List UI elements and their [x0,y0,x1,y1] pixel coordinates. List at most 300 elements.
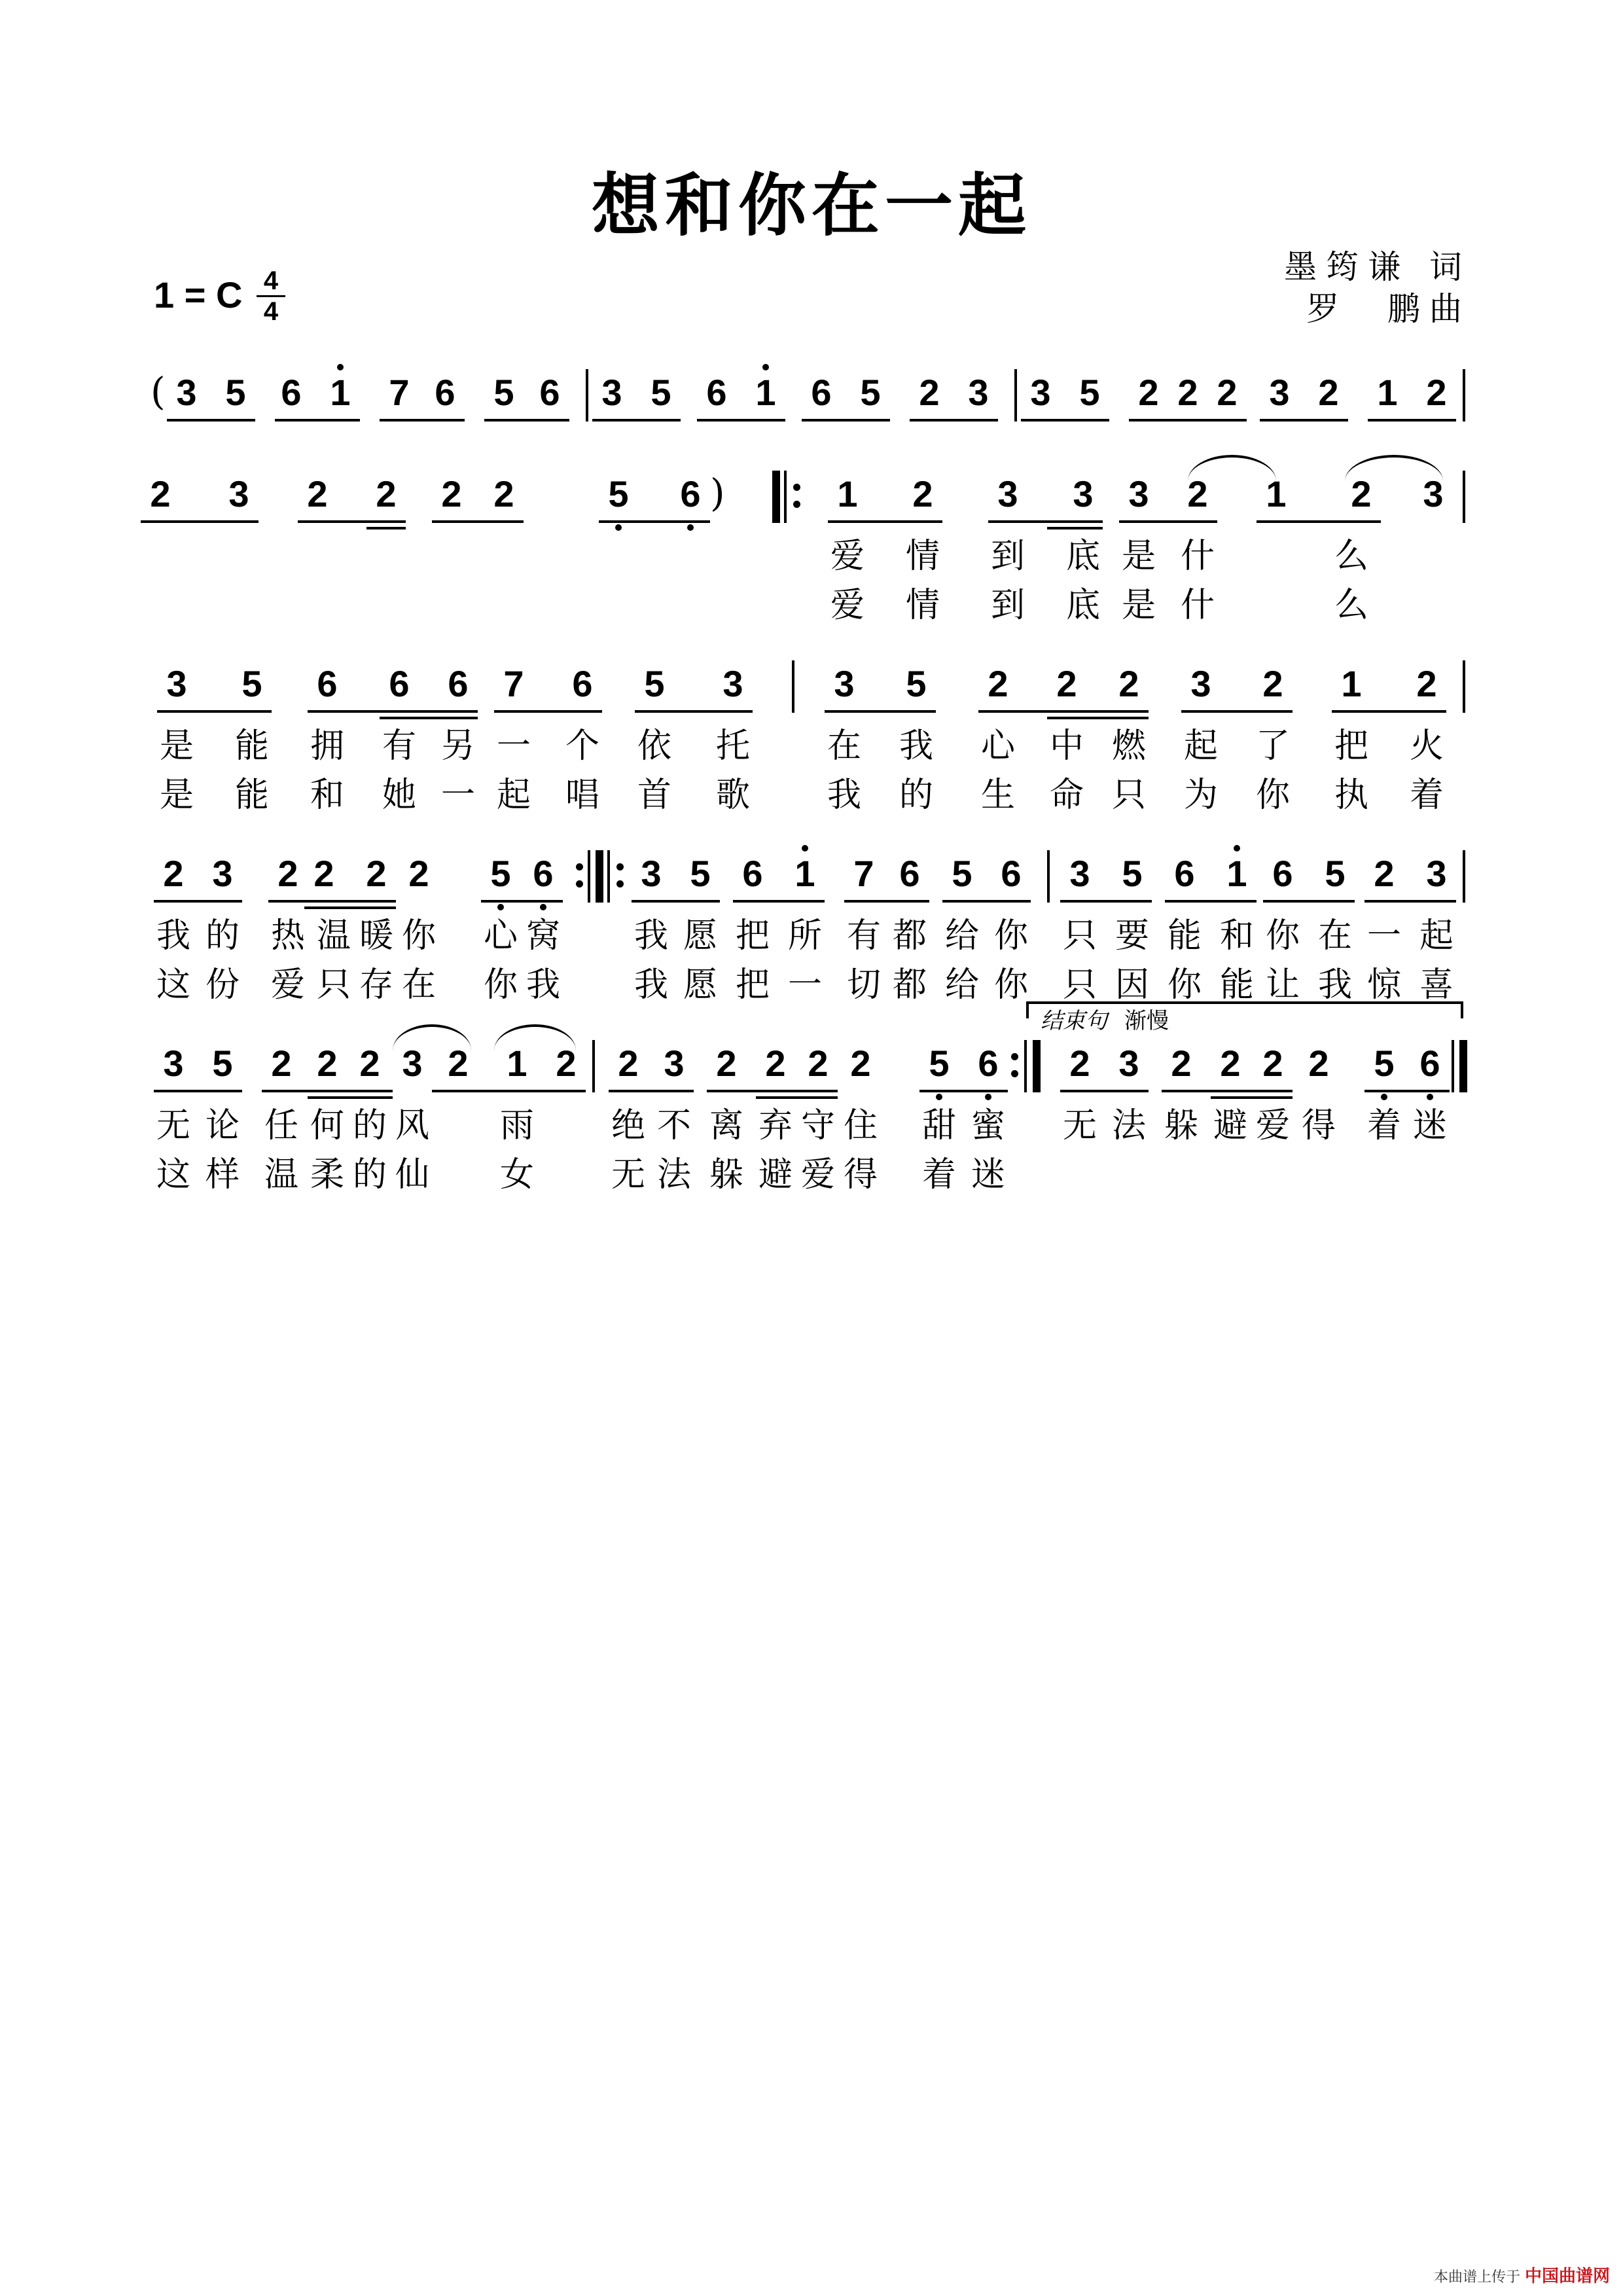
note: 5 [212,1043,233,1084]
beam-underline [733,900,825,903]
lyric-verse2: 爱 [270,965,305,1005]
note: 2 [765,1043,786,1084]
note: 7 [389,372,410,413]
note: 6 [1174,853,1195,894]
note: 2 [163,853,184,894]
beam-underline [380,717,478,719]
note: 2 [1177,372,1198,413]
note: 3 [1128,473,1149,514]
lyric-verse1: 绝 [611,1106,645,1145]
note: 7 [853,853,874,894]
repeat-dot [576,863,583,870]
note: 5 [601,475,636,514]
repeat-dot [793,501,800,508]
lyric-verse1: 你 [993,916,1028,956]
beam-underline [497,1090,586,1092]
lyric-verse2: 底 [1065,586,1100,625]
note: 2 [277,853,298,894]
barline [1463,369,1465,422]
lyric-verse1: 中 [1049,726,1084,766]
footer-prefix: 本曲谱上传于 [1433,2269,1520,2286]
repeat-dot [616,880,624,888]
note: 5 [483,854,518,893]
lyric-verse2: 生 [980,776,1015,815]
note: 3 [1069,853,1090,894]
note: 6 [1001,853,1022,894]
beam-underline [1119,520,1217,523]
note: 2 [808,1043,829,1084]
lyric-verse1: 燃 [1111,726,1146,766]
beam-underline [167,419,255,422]
lyric-verse1: 雨 [499,1106,534,1145]
note: 2 [1217,372,1238,413]
footer-credit [1434,2263,1610,2287]
beam-underline [756,1096,838,1099]
lyric-verse2: 我 [1317,965,1352,1005]
note: 3 [1030,372,1051,413]
note: 2 [716,1043,737,1084]
high-octave-dot [802,845,808,852]
lyric-verse1: 拥 [310,726,344,766]
note: 6 [971,1044,1006,1083]
lyric-verse1: 到 [990,537,1025,576]
lyric-verse2: 这 [156,965,190,1005]
lyric-verse2: 我 [526,965,560,1005]
lyric-verse2: 喜 [1419,965,1454,1005]
note: 2 [1351,473,1372,514]
lyric-verse1: 在 [1317,916,1352,956]
lyric-verse2: 存 [359,965,393,1005]
beam-underline [707,1090,838,1092]
repeat-end-thick [1033,1040,1041,1092]
lyric-verse2: 得 [843,1155,878,1194]
note: 2 [307,473,328,514]
note: 3 [1423,473,1444,514]
beam-underline [635,710,753,713]
lyric-verse1: 能 [1167,916,1202,956]
beam-underline [484,419,569,422]
beam-underline [154,900,242,903]
note: 2 [1262,1043,1283,1084]
lyric-verse1: 爱 [830,537,865,576]
lyric-verse1: 另 [440,726,475,766]
lyric-verse1: 什 [1180,537,1215,576]
lyric-verse1: 论 [205,1106,240,1145]
barline [1463,471,1465,523]
beam-underline [609,1090,694,1092]
lyric-verse1: 一 [496,726,531,766]
open-parenthesis: ( [151,369,166,414]
lyric-verse2: 这 [156,1155,190,1194]
lyric-verse2: 么 [1334,586,1368,625]
beam-underline [825,710,936,713]
lyric-verse1: 避 [1213,1106,1247,1145]
lyric-verse1: 蜜 [971,1106,1005,1145]
note: 5 [1079,372,1100,413]
note: 3 [997,473,1018,514]
note: 2 [1171,1043,1192,1084]
note: 5 [1366,1044,1402,1083]
lyric-verse2: 能 [234,776,269,815]
note: 2 [271,1043,292,1084]
repeat-start-thick [772,471,780,523]
lyric-verse1: 无 [156,1106,190,1145]
lyric-verse2: 一 [787,965,822,1005]
note: 2 [313,853,334,894]
repeat-dot [1011,1053,1018,1060]
lyric-verse2: 惊 [1366,965,1401,1005]
lyric-verse2: 命 [1049,776,1084,815]
note: 6 [435,372,455,413]
repeat-end-thin [588,850,590,903]
high-octave-dot [337,364,344,370]
repeat-start-thin [607,850,610,903]
note: 2 [150,473,171,514]
barline [1463,660,1465,713]
lyric-verse1: 热 [270,916,305,956]
lyric-verse1: 爱 [1255,1106,1290,1145]
repeat-dot [616,863,624,870]
lyric-verse2: 首 [637,776,671,815]
lyric-verse2: 你 [1255,776,1290,815]
lyric-verse1: 法 [1111,1106,1146,1145]
lyric-verse2: 无 [611,1155,645,1194]
note: 1 [1266,473,1287,514]
lyric-verse2: 什 [1180,586,1215,625]
beam-underline [494,710,602,713]
lyric-verse2: 爱 [830,586,865,625]
lyric-verse1: 一 [1366,916,1401,956]
note: 1 [1219,854,1255,893]
note: 2 [618,1043,639,1084]
note: 2 [988,663,1008,704]
lyric-verse1: 你 [1265,916,1300,956]
beam-underline [802,419,890,422]
note: 2 [441,473,462,514]
lyric-verse2: 只 [1111,776,1146,815]
lyric-verse1: 能 [234,726,269,766]
note: 5 [1122,853,1143,894]
lyric-verse2: 躲 [709,1155,743,1194]
song-title: 想和你在一起 [591,165,1031,245]
note: 2 [912,473,933,514]
lyric-verse1: 愿 [683,916,717,956]
lyric-verse2: 迷 [971,1155,1005,1194]
lyric-verse1: 无 [1062,1106,1097,1145]
lyric-verse1: 不 [656,1106,691,1145]
lyric-verse2: 在 [401,965,436,1005]
note: 5 [690,853,711,894]
lyric-verse2: 起 [496,776,531,815]
beam-underline [308,1096,393,1099]
note: 2 [1262,663,1283,704]
note: 6 [811,372,832,413]
lyric-verse2: 愿 [683,965,717,1005]
repeat-dot [576,880,583,888]
note: 3 [1118,1043,1139,1084]
note: 5 [651,372,671,413]
low-octave-dot [1381,1094,1387,1100]
lyric-verse2: 你 [483,965,518,1005]
note: 6 [281,372,302,413]
note: 3 [166,663,187,704]
lyric-verse2: 的 [352,1155,387,1194]
time-signature [257,267,285,325]
note: 2 [556,1043,577,1084]
lyric-verse2: 都 [892,965,927,1005]
note: 2 [408,853,429,894]
lyric-verse1: 托 [715,726,750,766]
beam-underline [157,710,272,713]
note: 2 [1416,663,1437,704]
high-octave-dot [1234,845,1240,852]
lyric-verse1: 风 [395,1106,429,1145]
note: 3 [722,663,743,704]
note: 3 [1190,663,1211,704]
note: 6 [673,475,708,514]
lyric-verse1: 心 [483,916,518,956]
barline [592,1040,595,1092]
note: 3 [1073,473,1094,514]
lyric-verse1: 底 [1065,537,1100,576]
note: 3 [212,853,233,894]
lyric-verse2: 因 [1115,965,1149,1005]
score-row [0,1044,1623,1280]
note: 3 [402,1043,423,1084]
beam-underline [1060,900,1152,903]
lyric-verse2: 样 [205,1155,240,1194]
note: 2 [1138,372,1159,413]
lyric-verse2: 着 [1409,776,1444,815]
note: 3 [834,663,855,704]
beam-underline [697,419,785,422]
lyric-verse2: 歌 [715,776,750,815]
note: 3 [664,1043,685,1084]
note: 6 [706,372,727,413]
low-octave-dot [985,1094,991,1100]
beam-underline [1211,1096,1293,1099]
beam-underline [1165,900,1257,903]
note: 6 [448,663,469,704]
lyric-verse2: 和 [310,776,344,815]
lyric-verse2: 法 [656,1155,691,1194]
note: 2 [359,1043,380,1084]
lyric-verse2: 只 [1062,965,1097,1005]
lyric-verse2: 避 [758,1155,793,1194]
beam-underline [910,419,998,422]
lyric-verse2: 把 [735,965,770,1005]
lyric-verse2: 唱 [565,776,599,815]
lyric-verse2: 你 [1167,965,1202,1005]
note: 2 [366,853,387,894]
close-parenthesis: ) [710,471,725,515]
lyric-verse2: 执 [1334,776,1368,815]
time-signature-bottom: 4 [263,297,279,326]
lyric-verse1: 都 [892,916,927,956]
lyric-verse1: 我 [899,726,933,766]
beam-underline [1060,1090,1149,1092]
note: 6 [899,853,920,894]
lyric-verse1: 是 [159,726,194,766]
lyric-verse1: 把 [1334,726,1368,766]
beam-underline [1260,419,1348,422]
lyric-verse1: 所 [787,916,822,956]
lyric-verse1: 的 [205,916,240,956]
low-octave-dot [1427,1094,1433,1100]
note: 6 [1272,853,1293,894]
time-signature-top: 4 [263,266,279,295]
lyric-verse1: 我 [156,916,190,956]
note: 5 [860,372,881,413]
lyric-verse2: 让 [1265,965,1300,1005]
lyric-verse2: 的 [899,776,933,815]
note: 7 [503,663,524,704]
composer-credit: 罗 鹏曲 [1306,290,1471,328]
low-octave-dot [540,904,546,910]
beam-underline [1368,419,1456,422]
lyric-verse2: 仙 [395,1155,429,1194]
lyric-verse1: 窝 [526,916,560,956]
beam-underline [844,900,929,903]
note: 5 [493,372,514,413]
beam-underline [1047,527,1103,529]
note: 5 [906,663,927,704]
lyric-verse1: 何 [310,1106,344,1145]
note: 2 [1318,372,1339,413]
note: 1 [1377,372,1398,413]
lyric-verse1: 住 [843,1106,878,1145]
note: 6 [1412,1044,1448,1083]
lyric-verse1: 得 [1301,1106,1336,1145]
lyric-verse1: 情 [905,537,940,576]
lyric-verse1: 我 [633,916,668,956]
beam-underline [632,900,720,903]
lyric-verse1: 和 [1219,916,1254,956]
barline [1047,850,1050,903]
lyric-verse1: 依 [637,726,671,766]
note: 2 [1308,1043,1329,1084]
note: 3 [163,1043,184,1084]
lyric-verse1: 任 [264,1106,298,1145]
barline [792,660,794,713]
lyric-verse2: 切 [846,965,881,1005]
lyric-verse1: 离 [709,1106,743,1145]
beam-underline [268,900,396,903]
note: 2 [317,1043,338,1084]
low-octave-dot [936,1094,942,1100]
site-brand-logo: 中国曲谱网 [1524,2267,1610,2286]
beam-underline [988,520,1103,523]
beam-underline [942,900,1031,903]
note: 6 [572,663,593,704]
beam-underline [366,527,406,529]
lyric-verse1: 暖 [359,916,393,956]
high-octave-dot [762,364,769,370]
note: 1 [323,373,358,412]
note: 1 [787,854,823,893]
lyric-verse1: 躲 [1164,1106,1198,1145]
note: 2 [1069,1043,1090,1084]
beam-underline [304,906,396,909]
lyric-verse2: 只 [316,965,351,1005]
lyric-verse1: 了 [1255,726,1290,766]
lyric-verse1: 心 [980,726,1015,766]
lyric-verse2: 女 [499,1155,534,1194]
lyric-verse2: 着 [921,1155,956,1194]
note: 3 [601,372,622,413]
lyric-verse1: 温 [316,916,351,956]
lyric-verse1: 迷 [1412,1106,1447,1145]
lyric-verse1: 火 [1409,726,1444,766]
lyric-verse1: 守 [800,1106,835,1145]
lyric-verse2: 给 [944,965,979,1005]
note: 2 [376,473,397,514]
note: 2 [1374,853,1395,894]
low-octave-dot [687,524,694,531]
note: 2 [1056,663,1077,704]
beam-underline [1181,710,1293,713]
lyric-verse2: 她 [382,776,416,815]
repeat-end-thick [596,850,603,903]
note: 5 [1325,853,1346,894]
beam-underline [1257,520,1381,523]
beam-underline [275,419,360,422]
lyric-verse2: 我 [827,776,861,815]
repeat-start-thin [784,471,787,523]
low-octave-dot [615,524,622,531]
lyric-verse1: 要 [1115,916,1149,956]
lyric-verse1: 么 [1334,537,1368,576]
note: 3 [641,853,662,894]
lyric-verse1: 有 [846,916,881,956]
note: 2 [1118,663,1139,704]
lyric-verse1: 个 [565,726,599,766]
note: 3 [968,372,989,413]
beam-underline [141,520,259,523]
final-barline-thick [1459,1040,1467,1092]
beam-underline [1162,1090,1293,1092]
beam-underline [599,520,710,523]
beam-underline [919,1090,1008,1092]
note: 1 [837,473,858,514]
lyric-verse2: 情 [905,586,940,625]
beam-underline [978,710,1149,713]
lyricist-credit: 墨筠谦 词 [1284,248,1471,286]
lyric-verse1: 甜 [921,1106,956,1145]
ritardando-label: 渐慢 [1124,1008,1169,1034]
key-signature: 1 = C [154,274,243,315]
lyric-verse2: 为 [1183,776,1218,815]
lyric-verse2: 温 [264,1155,298,1194]
barline [1463,850,1465,903]
lyric-verse1: 的 [352,1106,387,1145]
repeat-dot [1011,1070,1018,1077]
lyric-verse1: 起 [1419,916,1454,956]
beam-underline [1047,717,1149,719]
lyric-verse1: 你 [401,916,436,956]
note: 2 [1187,473,1208,514]
repeat-end-thin [1024,1040,1027,1092]
repeat-dot [793,484,800,491]
lyric-verse1: 是 [1121,537,1156,576]
beam-underline [1364,1090,1450,1092]
lyric-verse2: 爱 [800,1155,835,1194]
note: 5 [644,663,665,704]
lyric-verse2: 一 [440,776,475,815]
note: 1 [748,373,783,412]
note: 2 [493,473,514,514]
note: 6 [742,853,763,894]
